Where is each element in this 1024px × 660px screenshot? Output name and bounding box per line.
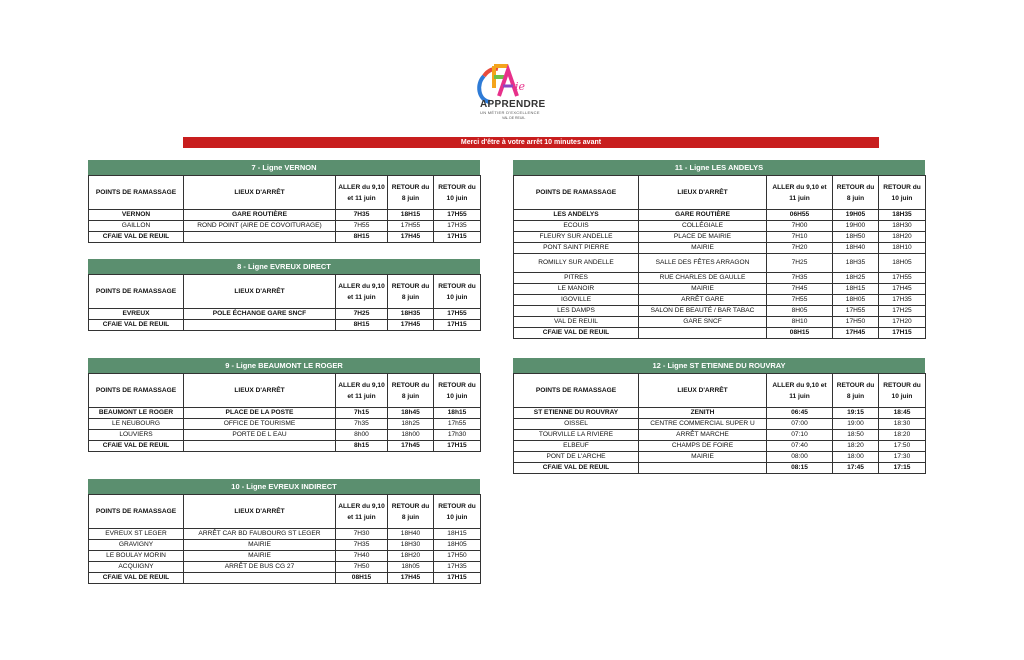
table-row: [89, 540, 481, 551]
stop-location-cell: PLACE DE LA POSTE: [184, 408, 336, 419]
aller-time-cell: 07:10: [767, 430, 833, 441]
col-header-aller: ALLER du 9,10 et 11 juin: [767, 176, 833, 210]
pickup-point-cell: EVREUX ST LEGER: [89, 529, 184, 540]
schedule-table: [513, 373, 926, 474]
retour-10-time-cell: 17h55: [434, 419, 481, 430]
aller-time-cell: 8H15: [336, 320, 388, 331]
stop-location-cell: [639, 328, 767, 339]
stop-location-cell: PLACE DE MAIRIE: [639, 232, 767, 243]
col-header-retour-8: RETOUR du 8 juin: [388, 176, 434, 210]
retour-10-time-cell: 17H35: [434, 221, 481, 232]
retour-8-time-cell: 18h45: [388, 408, 434, 419]
stop-location-cell: MAIRIE: [639, 452, 767, 463]
schedule-table: [88, 274, 481, 331]
retour-10-time-cell: 17H25: [879, 306, 926, 317]
table-header-row: [89, 374, 481, 408]
stop-location-cell: MAIRIE: [639, 243, 767, 254]
stop-location-cell: [639, 463, 767, 474]
stop-location-cell: MAIRIE: [184, 540, 336, 551]
stop-location-cell: RUE CHARLES DE GAULLE: [639, 273, 767, 284]
col-header-points: POINTS DE RAMASSAGE: [89, 275, 184, 309]
retour-8-time-cell: 17h45: [388, 441, 434, 452]
retour-8-time-cell: 18H35: [388, 309, 434, 320]
retour-10-time-cell: 17h30: [434, 430, 481, 441]
col-header-lieux: LIEUX D'ARRÊT: [184, 275, 336, 309]
stop-location-cell: ARRÊT DE BUS CG 27: [184, 562, 336, 573]
col-header-retour-8: RETOUR du 8 juin: [833, 374, 879, 408]
aller-time-cell: 7H35: [336, 210, 388, 221]
aller-time-cell: 7H00: [767, 221, 833, 232]
pickup-point-cell: LE BOULAY MORIN: [89, 551, 184, 562]
table-row: [514, 317, 926, 328]
pickup-point-cell: PONT SAINT PIERRE: [514, 243, 639, 254]
col-header-lieux: LIEUX D'ARRÊT: [639, 176, 767, 210]
col-header-retour-8: RETOUR du 8 juin: [388, 374, 434, 408]
retour-10-time-cell: 17:30: [879, 452, 926, 463]
line-11-block: [513, 160, 925, 339]
table-row: [514, 419, 926, 430]
stop-location-cell: GARE SNCF: [639, 317, 767, 328]
arrival-notice-banner: Merci d'être à votre arrêt 10 minutes avant: [183, 137, 879, 148]
aller-time-cell: 8h15: [336, 441, 388, 452]
retour-10-time-cell: 17H55: [434, 210, 481, 221]
aller-time-cell: 7H30: [336, 529, 388, 540]
retour-8-time-cell: 18H15: [833, 284, 879, 295]
retour-8-time-cell: 18H40: [388, 529, 434, 540]
pickup-point-cell: ELBEUF: [514, 441, 639, 452]
stop-location-cell: [184, 320, 336, 331]
stop-location-cell: POLE ÉCHANGE GARE SNCF: [184, 309, 336, 320]
aller-time-cell: 7H45: [767, 284, 833, 295]
retour-10-time-cell: 18H30: [879, 221, 926, 232]
line-12-block: [513, 358, 925, 474]
retour-8-time-cell: 18H30: [388, 540, 434, 551]
retour-8-time-cell: 18:20: [833, 441, 879, 452]
retour-10-time-cell: 17H20: [879, 317, 926, 328]
retour-10-time-cell: 18H20: [879, 232, 926, 243]
pickup-point-cell: GRAVIGNY: [89, 540, 184, 551]
col-header-lieux: LIEUX D'ARRÊT: [184, 495, 336, 529]
stop-location-cell: OFFICE DE TOURISME: [184, 419, 336, 430]
table-row: [89, 551, 481, 562]
retour-10-time-cell: 18H05: [879, 254, 926, 273]
retour-10-time-cell: 18:20: [879, 430, 926, 441]
table-row: [514, 243, 926, 254]
stop-location-cell: CENTRE COMMERCIAL SUPER U: [639, 419, 767, 430]
pickup-point-cell: TOURVILLE LA RIVIERE: [514, 430, 639, 441]
col-header-points: POINTS DE RAMASSAGE: [514, 374, 639, 408]
schedule-table: [88, 175, 481, 243]
col-header-aller: ALLER du 9,10 et 11 juin: [336, 176, 388, 210]
stop-location-cell: GARE ROUTIÈRE: [184, 210, 336, 221]
table-row: [89, 441, 481, 452]
retour-8-time-cell: 17H50: [833, 317, 879, 328]
col-header-retour-10: RETOUR du 10 juin: [434, 374, 481, 408]
retour-10-time-cell: 17H15: [434, 320, 481, 331]
retour-8-time-cell: 18H35: [833, 254, 879, 273]
aller-time-cell: 7H35: [767, 273, 833, 284]
table-header-row: [514, 374, 926, 408]
retour-10-time-cell: 17H50: [434, 551, 481, 562]
table-header-row: [89, 275, 481, 309]
line-title: 7 - Ligne VERNON: [88, 160, 480, 175]
table-row: [514, 254, 926, 273]
col-header-lieux: LIEUX D'ARRÊT: [184, 374, 336, 408]
table-row: [514, 430, 926, 441]
aller-time-cell: 7h35: [336, 419, 388, 430]
retour-8-time-cell: 17H45: [388, 320, 434, 331]
table-row: [514, 232, 926, 243]
table-row: [89, 309, 481, 320]
retour-10-time-cell: 18H10: [879, 243, 926, 254]
table-row: [514, 328, 926, 339]
table-row: [514, 210, 926, 221]
pickup-point-cell: LE NEUBOURG: [89, 419, 184, 430]
line-title: 10 - Ligne EVREUX INDIRECT: [88, 479, 480, 494]
retour-10-time-cell: 18H15: [434, 529, 481, 540]
table-row: [514, 306, 926, 317]
stop-location-cell: COLLÉGIALE: [639, 221, 767, 232]
retour-8-time-cell: 18H25: [833, 273, 879, 284]
pickup-point-cell: LE MANOIR: [514, 284, 639, 295]
col-header-aller: ALLER du 9,10 et 11 juin: [336, 275, 388, 309]
col-header-retour-10: RETOUR du 10 juin: [879, 374, 926, 408]
retour-8-time-cell: 18h00: [388, 430, 434, 441]
logo-subtitle: VAL DE REUIL: [502, 116, 526, 120]
retour-10-time-cell: 17H55: [879, 273, 926, 284]
pickup-point-cell: CFAIE VAL DE REUIL: [89, 441, 184, 452]
retour-10-time-cell: 17H15: [434, 441, 481, 452]
pickup-point-cell: ACQUIGNY: [89, 562, 184, 573]
pickup-point-cell: OISSEL: [514, 419, 639, 430]
line-title: 12 - Ligne ST ETIENNE DU ROUVRAY: [513, 358, 925, 373]
stop-location-cell: [184, 441, 336, 452]
retour-10-time-cell: 17:50: [879, 441, 926, 452]
line-title: 8 - Ligne EVREUX DIRECT: [88, 259, 480, 274]
retour-8-time-cell: 18H20: [388, 551, 434, 562]
table-row: [89, 573, 481, 584]
aller-time-cell: 06H55: [767, 210, 833, 221]
stop-location-cell: CHAMPS DE FOIRE: [639, 441, 767, 452]
retour-10-time-cell: 17H45: [879, 284, 926, 295]
pickup-point-cell: CFAIE VAL DE REUIL: [89, 573, 184, 584]
aller-time-cell: 7H40: [336, 551, 388, 562]
stop-location-cell: ARRÊT GARE: [639, 295, 767, 306]
aller-time-cell: 7H50: [336, 562, 388, 573]
pickup-point-cell: CFAIE VAL DE REUIL: [514, 463, 639, 474]
col-header-retour-10: RETOUR du 10 juin: [434, 495, 481, 529]
col-header-aller: ALLER du 9,10 et 11 juin: [336, 374, 388, 408]
retour-8-time-cell: 19:15: [833, 408, 879, 419]
pickup-point-cell: ECOUIS: [514, 221, 639, 232]
pickup-point-cell: GAILLON: [89, 221, 184, 232]
aller-time-cell: 07:40: [767, 441, 833, 452]
col-header-points: POINTS DE RAMASSAGE: [89, 374, 184, 408]
pickup-point-cell: ROMILLY SUR ANDELLE: [514, 254, 639, 273]
col-header-aller: ALLER du 9,10 et 11 juin: [336, 495, 388, 529]
table-row: [514, 452, 926, 463]
stop-location-cell: ARRÊT MARCHE: [639, 430, 767, 441]
table-header-row: [514, 176, 926, 210]
retour-10-time-cell: 18H05: [434, 540, 481, 551]
line-title: 9 - Ligne BEAUMONT LE ROGER: [88, 358, 480, 373]
pickup-point-cell: EVREUX: [89, 309, 184, 320]
col-header-retour-8: RETOUR du 8 juin: [833, 176, 879, 210]
table-row: [89, 210, 481, 221]
line-7-block: [88, 160, 480, 243]
table-row: [514, 273, 926, 284]
aller-time-cell: 8H15: [336, 232, 388, 243]
stop-location-cell: [184, 573, 336, 584]
line-8-block: [88, 259, 480, 331]
retour-8-time-cell: 17:45: [833, 463, 879, 474]
col-header-lieux: LIEUX D'ARRÊT: [184, 176, 336, 210]
retour-8-time-cell: 19H00: [833, 221, 879, 232]
logo-tagline: UN MÉTIER D'EXCELLENCE: [480, 110, 540, 115]
aller-time-cell: 7H55: [767, 295, 833, 306]
pickup-point-cell: BEAUMONT LE ROGER: [89, 408, 184, 419]
retour-10-time-cell: 18:45: [879, 408, 926, 419]
pickup-point-cell: CFAIE VAL DE REUIL: [89, 320, 184, 331]
aller-time-cell: 08H15: [336, 573, 388, 584]
schedule-table: [88, 494, 481, 584]
stop-location-cell: MAIRIE: [184, 551, 336, 562]
aller-time-cell: 8h00: [336, 430, 388, 441]
retour-10-time-cell: 17H15: [434, 232, 481, 243]
col-header-aller: ALLER du 9,10 et 11 juin: [767, 374, 833, 408]
retour-8-time-cell: 17H55: [388, 221, 434, 232]
aller-time-cell: 7H20: [767, 243, 833, 254]
table-row: [89, 529, 481, 540]
pickup-point-cell: LOUVIERS: [89, 430, 184, 441]
table-row: [514, 441, 926, 452]
aller-time-cell: 7H55: [336, 221, 388, 232]
col-header-points: POINTS DE RAMASSAGE: [514, 176, 639, 210]
line-title: 11 - Ligne LES ANDELYS: [513, 160, 925, 175]
schedule-table: [513, 175, 926, 339]
col-header-points: POINTS DE RAMASSAGE: [89, 495, 184, 529]
table-row: [89, 419, 481, 430]
retour-10-time-cell: 17:15: [879, 463, 926, 474]
table-row: [89, 320, 481, 331]
stop-location-cell: MAIRIE: [639, 284, 767, 295]
pickup-point-cell: ST ETIENNE DU ROUVRAY: [514, 408, 639, 419]
table-row: [89, 562, 481, 573]
aller-time-cell: 08H15: [767, 328, 833, 339]
stop-location-cell: ZENITH: [639, 408, 767, 419]
retour-10-time-cell: 18H35: [879, 210, 926, 221]
cfa-logo: [458, 62, 568, 132]
stop-location-cell: SALON DE BEAUTÉ / BAR TABAC: [639, 306, 767, 317]
svg-text:ie: ie: [515, 80, 526, 93]
retour-8-time-cell: 17H45: [388, 573, 434, 584]
aller-time-cell: 7H35: [336, 540, 388, 551]
table-header-row: [89, 176, 481, 210]
retour-8-time-cell: 17H45: [833, 328, 879, 339]
col-header-retour-8: RETOUR du 8 juin: [388, 275, 434, 309]
table-row: [89, 232, 481, 243]
retour-8-time-cell: 19H05: [833, 210, 879, 221]
pickup-point-cell: LES ANDELYS: [514, 210, 639, 221]
retour-10-time-cell: 17H15: [879, 328, 926, 339]
logo-text: APPRENDRE: [480, 99, 546, 110]
col-header-points: POINTS DE RAMASSAGE: [89, 176, 184, 210]
retour-10-time-cell: 18:30: [879, 419, 926, 430]
line-9-block: [88, 358, 480, 452]
pickup-point-cell: PONT DE L'ARCHE: [514, 452, 639, 463]
aller-time-cell: 7H25: [336, 309, 388, 320]
aller-time-cell: 8H10: [767, 317, 833, 328]
schedule-table: [88, 373, 481, 452]
retour-8-time-cell: 18h05: [388, 562, 434, 573]
pickup-point-cell: CFAIE VAL DE REUIL: [514, 328, 639, 339]
table-row: [514, 221, 926, 232]
retour-8-time-cell: 17H45: [388, 232, 434, 243]
retour-10-time-cell: 17H35: [434, 562, 481, 573]
pickup-point-cell: VAL DE REUIL: [514, 317, 639, 328]
stop-location-cell: ROND POINT (AIRE DE COVOITURAGE): [184, 221, 336, 232]
pickup-point-cell: LES DAMPS: [514, 306, 639, 317]
retour-10-time-cell: 17H55: [434, 309, 481, 320]
pickup-point-cell: CFAIE VAL DE REUIL: [89, 232, 184, 243]
table-header-row: [89, 495, 481, 529]
col-header-lieux: LIEUX D'ARRÊT: [639, 374, 767, 408]
table-row: [514, 463, 926, 474]
stop-location-cell: [184, 232, 336, 243]
aller-time-cell: 06:45: [767, 408, 833, 419]
pickup-point-cell: FLEURY SUR ANDELLE: [514, 232, 639, 243]
col-header-retour-10: RETOUR du 10 juin: [434, 176, 481, 210]
retour-8-time-cell: 18h25: [388, 419, 434, 430]
retour-10-time-cell: 17H15: [434, 573, 481, 584]
aller-time-cell: 7H10: [767, 232, 833, 243]
retour-10-time-cell: 18h15: [434, 408, 481, 419]
retour-10-time-cell: 17H35: [879, 295, 926, 306]
stop-location-cell: GARE ROUTIÈRE: [639, 210, 767, 221]
aller-time-cell: 8H05: [767, 306, 833, 317]
retour-8-time-cell: 17H55: [833, 306, 879, 317]
aller-time-cell: 7H25: [767, 254, 833, 273]
retour-8-time-cell: 18H50: [833, 232, 879, 243]
table-row: [89, 430, 481, 441]
table-row: [514, 408, 926, 419]
table-row: [514, 295, 926, 306]
stop-location-cell: PORTE DE L EAU: [184, 430, 336, 441]
table-row: [89, 408, 481, 419]
table-row: [514, 284, 926, 295]
retour-8-time-cell: 18H40: [833, 243, 879, 254]
aller-time-cell: 08:00: [767, 452, 833, 463]
stop-location-cell: SALLE DES FÊTES ARRAGON: [639, 254, 767, 273]
line-10-block: [88, 479, 480, 584]
pickup-point-cell: VERNON: [89, 210, 184, 221]
pickup-point-cell: PITRES: [514, 273, 639, 284]
col-header-retour-8: RETOUR du 8 juin: [388, 495, 434, 529]
retour-8-time-cell: 19:00: [833, 419, 879, 430]
aller-time-cell: 07:00: [767, 419, 833, 430]
pickup-point-cell: IGOVILLE: [514, 295, 639, 306]
retour-8-time-cell: 18H05: [833, 295, 879, 306]
aller-time-cell: 08:15: [767, 463, 833, 474]
col-header-retour-10: RETOUR du 10 juin: [879, 176, 926, 210]
col-header-retour-10: RETOUR du 10 juin: [434, 275, 481, 309]
retour-8-time-cell: 18:50: [833, 430, 879, 441]
aller-time-cell: 7h15: [336, 408, 388, 419]
stop-location-cell: ARRÊT CAR BD FAUBOURG ST LEGER: [184, 529, 336, 540]
retour-8-time-cell: 18:00: [833, 452, 879, 463]
table-row: [89, 221, 481, 232]
retour-8-time-cell: 18H15: [388, 210, 434, 221]
